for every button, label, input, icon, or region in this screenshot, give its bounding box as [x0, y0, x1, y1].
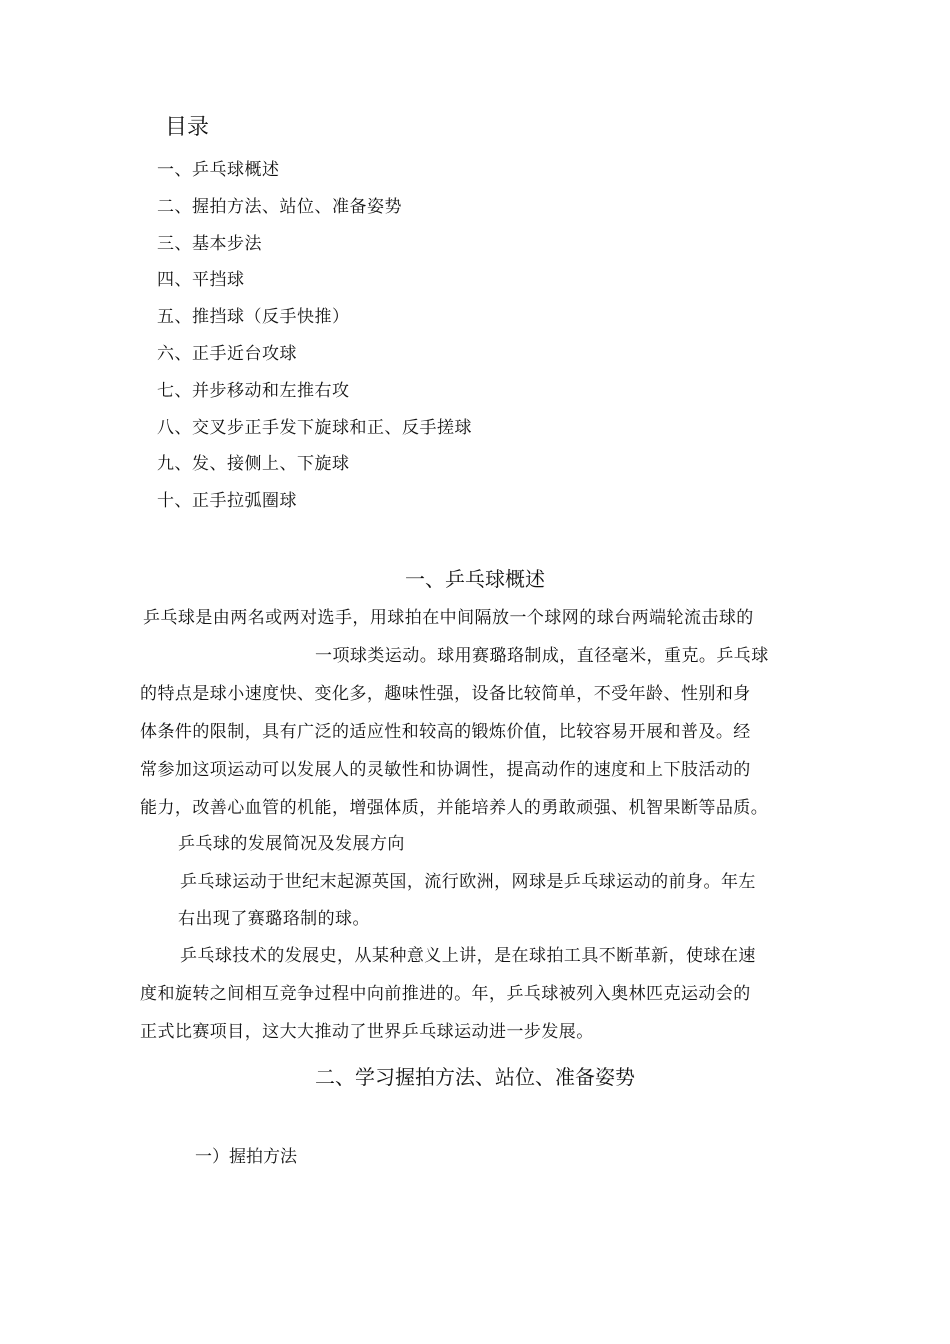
paragraph-line: 能力，改善心血管的机能，增强体质，并能培养人的勇敢顽强、机智果断等品质。 [140, 798, 769, 818]
section-heading-grip: 二、学习握拍方法、站位、准备姿势 [315, 1065, 635, 1089]
paragraph-line: 一项球类运动。球用赛璐珞制成，直径毫米，重克。乒乓球 [315, 646, 769, 666]
table-of-contents [157, 158, 472, 526]
section-heading-overview: 一、乒乓球概述 [405, 567, 545, 591]
toc-item: 四、平挡球 [157, 270, 245, 291]
toc-item: 十、正手拉弧圈球 [157, 491, 297, 512]
toc-item: 二、握拍方法、站位、准备姿势 [157, 196, 402, 217]
toc-item: 三、基本步法 [157, 233, 262, 254]
toc-title: 目录 [165, 115, 210, 140]
paragraph-line: 的特点是球小速度快、变化多，趣味性强，设备比较简单，不受年龄、性别和身 [140, 684, 751, 704]
paragraph-line: 度和旋转之间相互竞争过程中向前推进的。年，乒乓球被列入奥林匹克运动会的 [140, 984, 751, 1004]
paragraph-line: 常参加这项运动可以发展人的灵敏性和协调性，提高动作的速度和上下肢活动的 [140, 760, 751, 780]
toc-item: 六、正手近台攻球 [157, 343, 297, 364]
toc-item: 一、乒乓球概述 [157, 160, 280, 180]
paragraph-line: 体条件的限制，具有广泛的适应性和较高的锻炼价值，比较容易开展和普及。经 [140, 722, 751, 742]
paragraph-line: 右出现了赛璐珞制的球。 [178, 909, 370, 929]
toc-item: 九、发、接侧上、下旋球 [157, 454, 350, 475]
toc-item: 八、交叉步正手发下旋球和正、反手搓球 [157, 417, 472, 438]
paragraph-line: 正式比赛项目，这大大推动了世界乒乓球运动进一步发展。 [140, 1022, 594, 1042]
paragraph-line: 乒乓球技术的发展史，从某种意义上讲，是在球拍工具不断革新，使球在速 [180, 946, 756, 966]
paragraph-line: 乒乓球是由两名或两对选手，用球拍在中间隔放一个球网的球台两端轮流击球的 [143, 608, 754, 628]
subsection-title: 乒乓球的发展简况及发展方向 [178, 834, 405, 854]
toc-item: 七、并步移动和左推右攻 [157, 380, 350, 401]
toc-item: 五、推挡球（反手快推） [157, 307, 350, 328]
subsection-grip-method: 一）握拍方法 [195, 1147, 297, 1167]
paragraph-line: 乒乓球运动于世纪末起源英国，流行欧洲，网球是乒乓球运动的前身。年左 [180, 872, 756, 892]
